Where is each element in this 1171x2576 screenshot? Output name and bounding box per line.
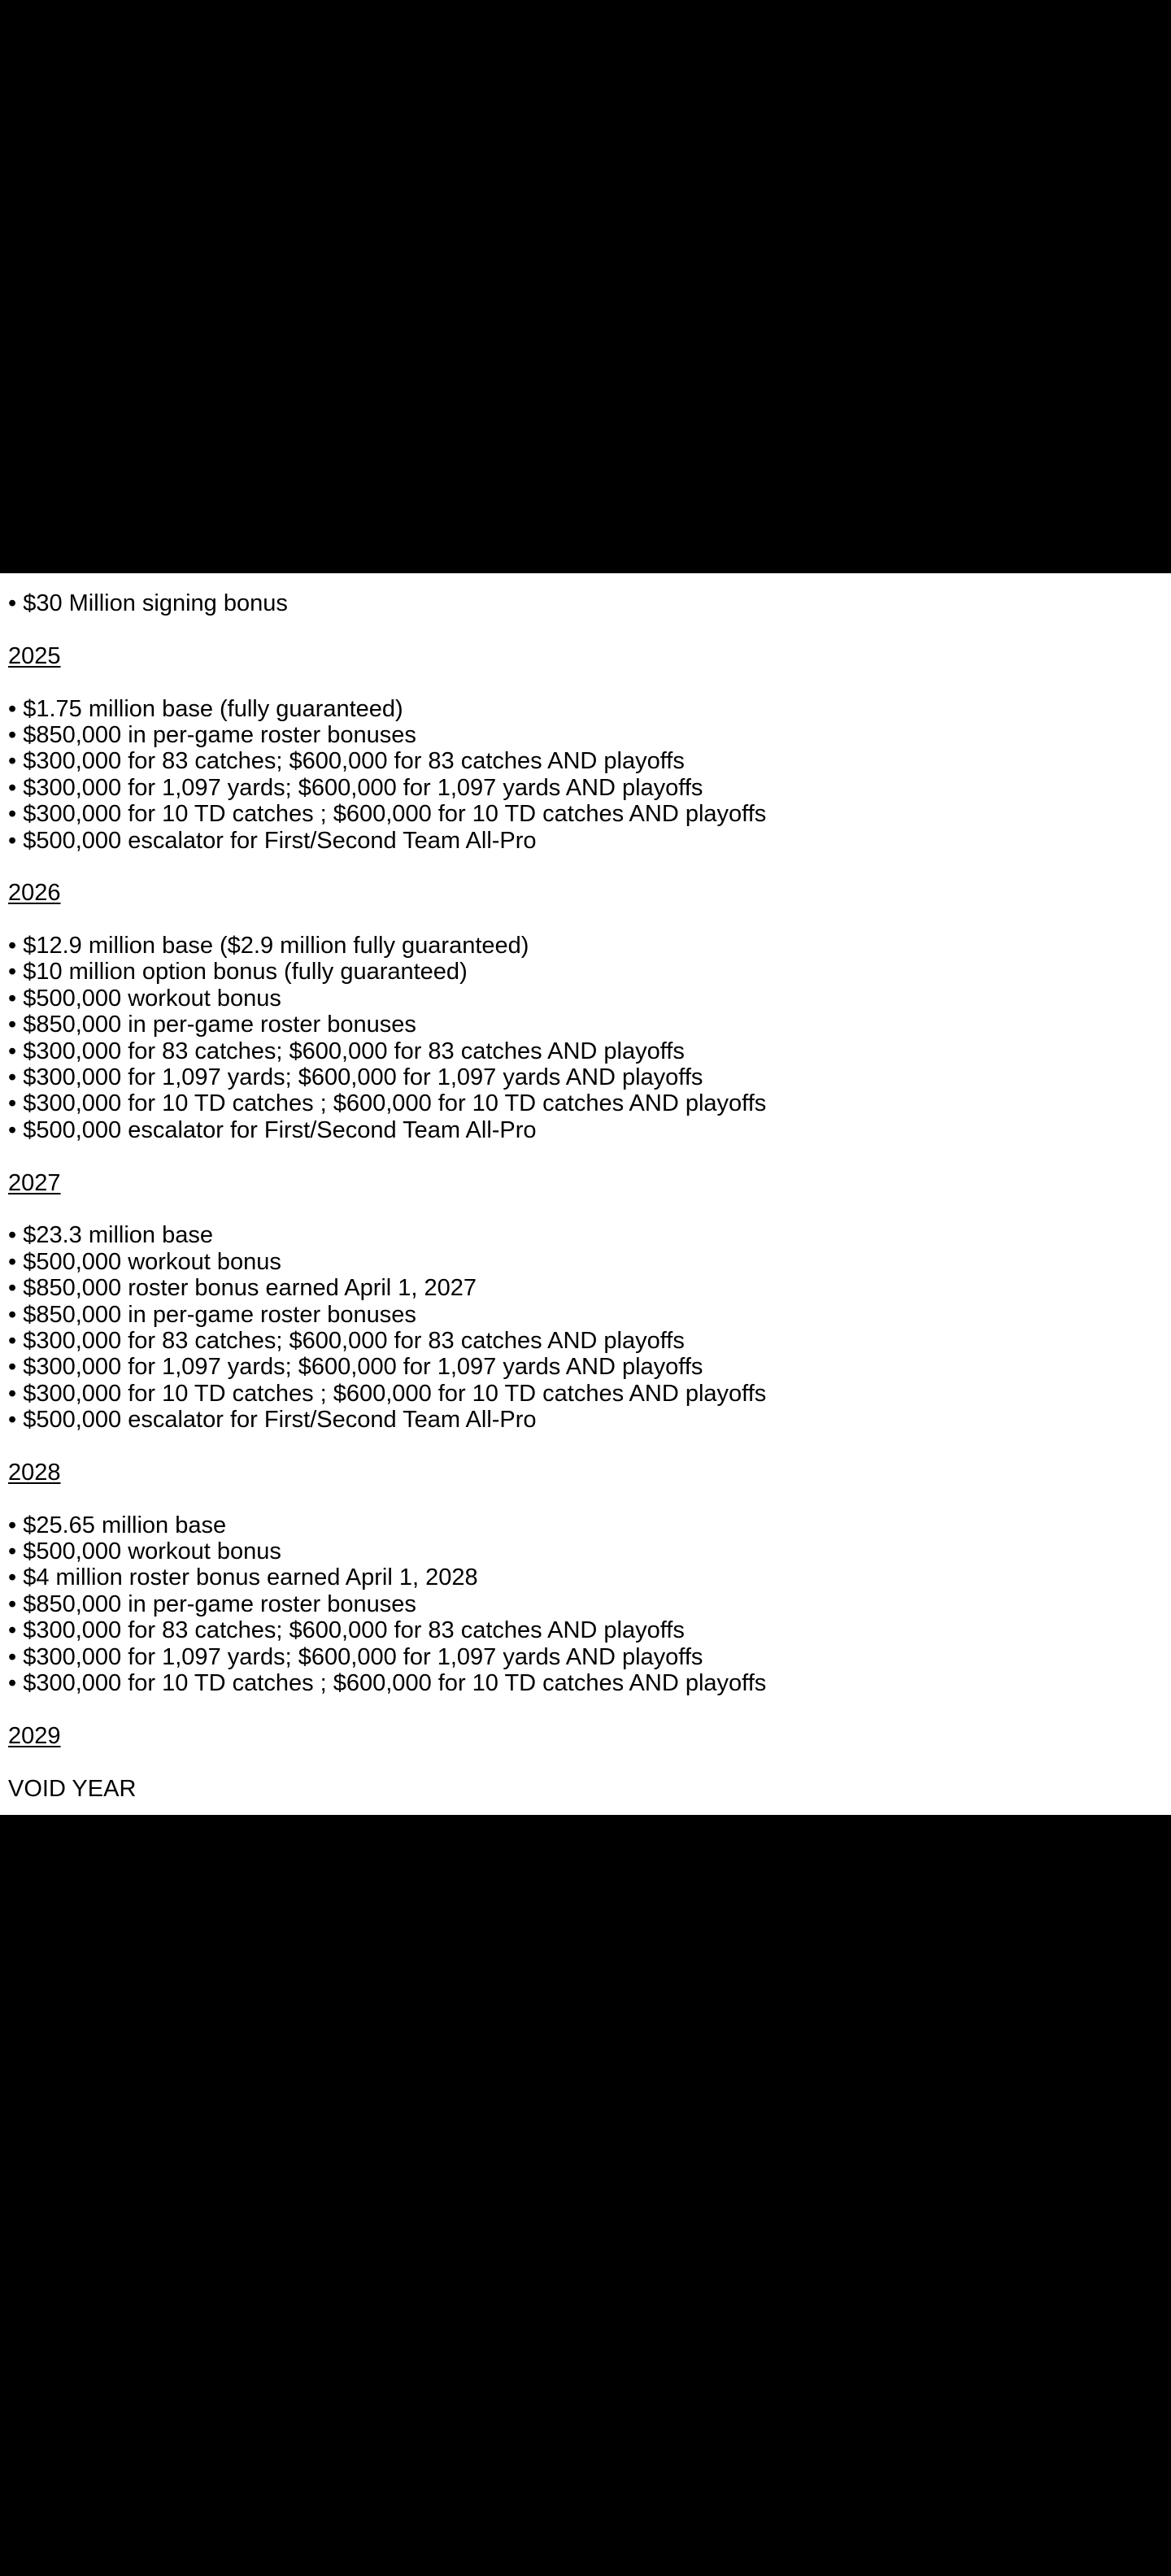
top-black-band <box>0 0 1171 573</box>
list-item: • $850,000 in per-game roster bonuses <box>8 1301 416 1328</box>
list-item: • $500,000 workout bonus <box>8 1248 281 1275</box>
list-item: • $300,000 for 83 catches; $600,000 for 83 catches AND playoffs <box>8 748 685 775</box>
list-item: • $12.9 million base ($2.9 million fully guaranteed) <box>8 933 529 959</box>
list-item: • $850,000 roster bonus earned April 1, 2027 <box>8 1275 477 1302</box>
list-item: • $500,000 workout bonus <box>8 985 281 1012</box>
list-item: • $850,000 in per-game roster bonuses <box>8 721 416 748</box>
list-item: • $300,000 for 1,097 yards; $600,000 for 1,097 yards AND playoffs <box>8 1643 703 1670</box>
year-heading-2029: 2029 <box>8 1722 61 1749</box>
list-item: • $300,000 for 10 TD catches ; $600,000 for 10 TD catches AND playoffs <box>8 1090 767 1117</box>
signing-bonus-line: • $30 Million signing bonus <box>8 590 288 616</box>
bottom-black-band <box>0 1815 1171 2576</box>
list-item: • $300,000 for 1,097 yards; $600,000 for 1,097 yards AND playoffs <box>8 1064 703 1091</box>
list-item: • $300,000 for 1,097 yards; $600,000 for 1,097 yards AND playoffs <box>8 774 703 801</box>
list-item: • $1.75 million base (fully guaranteed) <box>8 695 403 722</box>
list-item: • $300,000 for 10 TD catches ; $600,000 for 10 TD catches AND playoffs <box>8 1380 767 1407</box>
list-item: • $4 million roster bonus earned April 1, 2028 <box>8 1564 478 1591</box>
year-heading-2028: 2028 <box>8 1459 61 1486</box>
year-heading-2026: 2026 <box>8 880 61 907</box>
list-item: • $500,000 escalator for First/Second Team All-Pro <box>8 1407 537 1434</box>
list-item: • $850,000 in per-game roster bonuses <box>8 1012 416 1038</box>
list-item: • $300,000 for 83 catches; $600,000 for 83 catches AND playoffs <box>8 1617 685 1644</box>
year-heading-2027: 2027 <box>8 1169 61 1196</box>
contract-details <box>0 573 1171 1815</box>
void-year-text: VOID YEAR <box>8 1775 137 1802</box>
list-item: • $850,000 in per-game roster bonuses <box>8 1590 416 1617</box>
list-item: • $300,000 for 1,097 yards; $600,000 for 1,097 yards AND playoffs <box>8 1354 703 1381</box>
year-heading-2025: 2025 <box>8 642 61 669</box>
list-item: • $23.3 million base <box>8 1222 213 1249</box>
list-item: • $10 million option bonus (fully guaranteed) <box>8 959 468 986</box>
list-item: • $300,000 for 83 catches; $600,000 for 83 catches AND playoffs <box>8 1327 685 1354</box>
list-item: • $500,000 escalator for First/Second Team All-Pro <box>8 827 537 854</box>
list-item: • $500,000 escalator for First/Second Team All-Pro <box>8 1116 537 1143</box>
list-item: • $300,000 for 10 TD catches ; $600,000 for 10 TD catches AND playoffs <box>8 801 767 828</box>
list-item: • $500,000 workout bonus <box>8 1538 281 1565</box>
list-item: • $25.65 million base <box>8 1512 227 1538</box>
list-item: • $300,000 for 83 catches; $600,000 for 83 catches AND playoffs <box>8 1038 685 1064</box>
list-item: • $300,000 for 10 TD catches ; $600,000 for 10 TD catches AND playoffs <box>8 1670 767 1697</box>
